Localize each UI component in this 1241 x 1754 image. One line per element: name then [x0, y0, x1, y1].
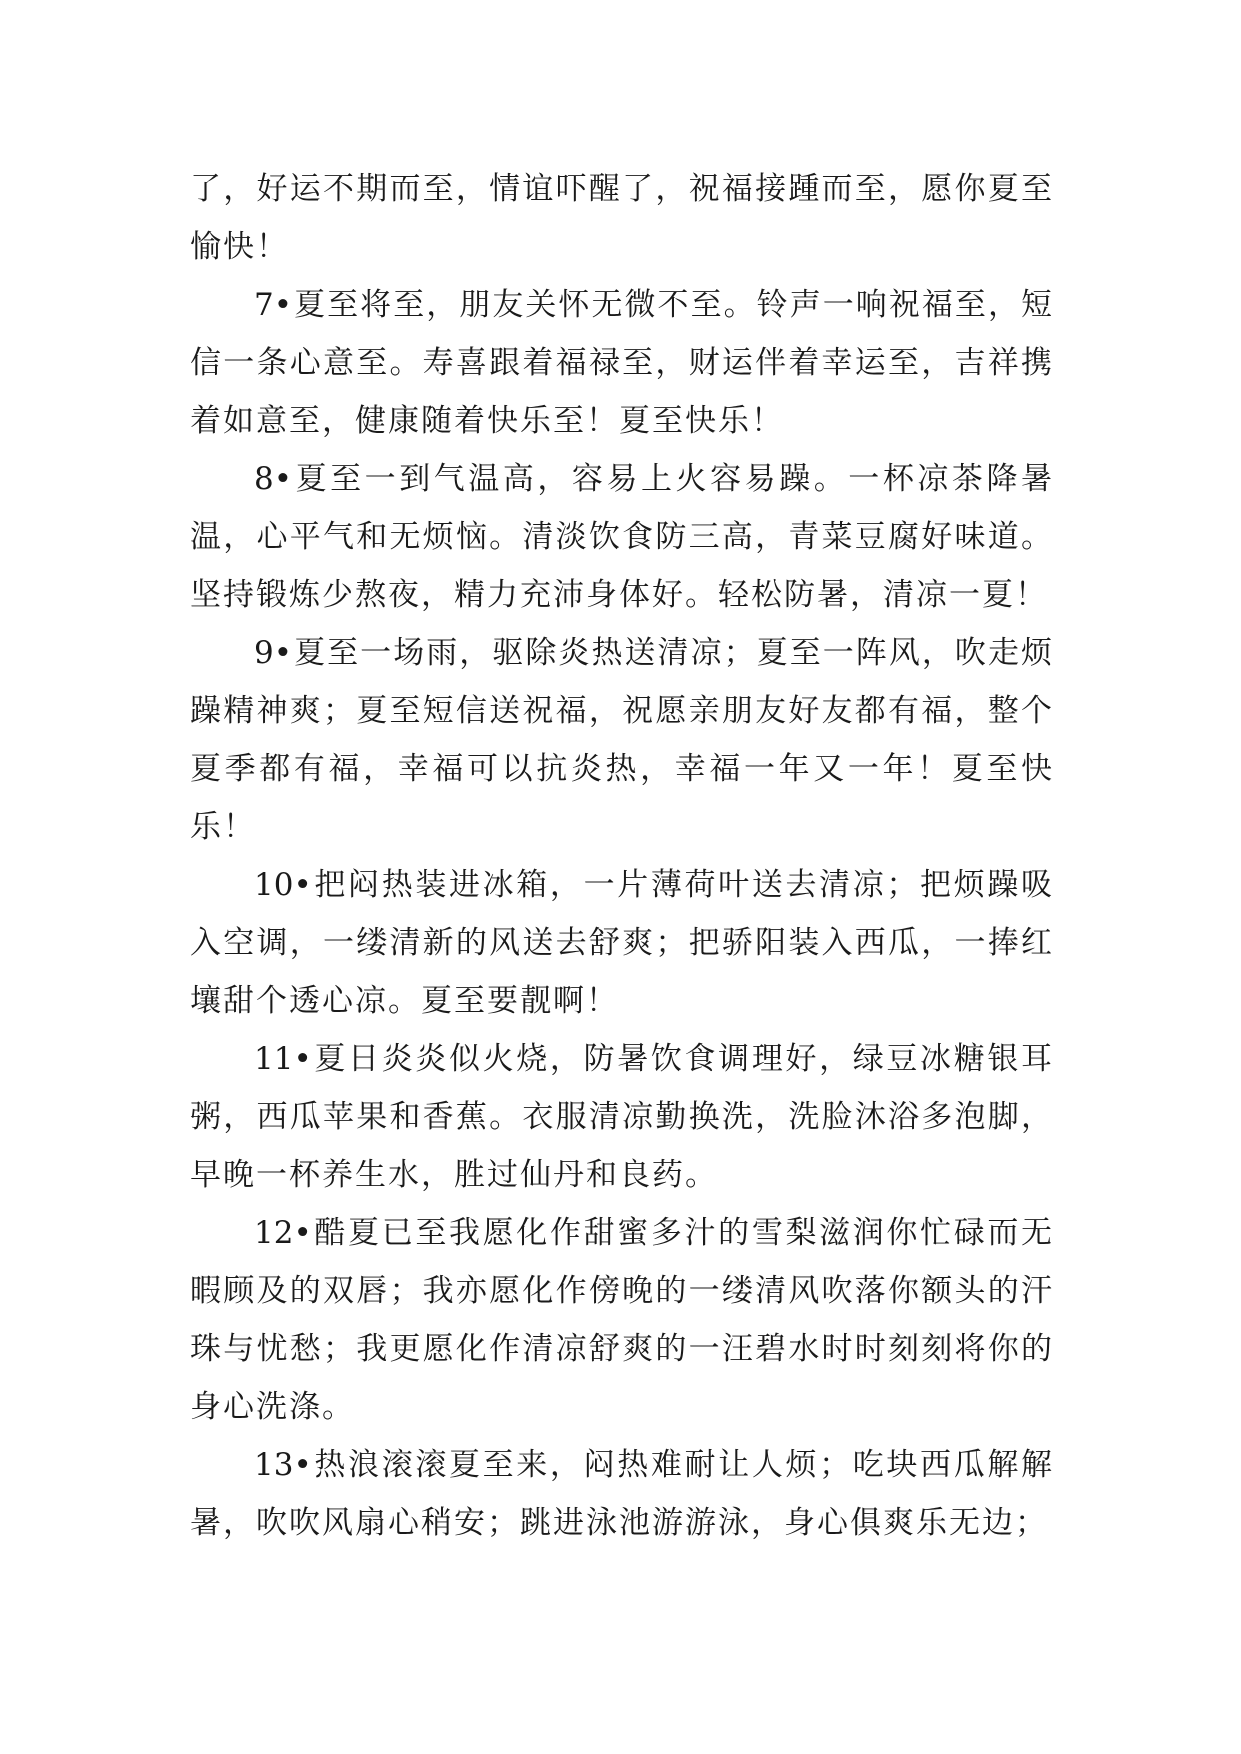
- paragraph-text: 夏至一到气温高，容易上火容易躁。一杯凉茶降暑温，心平气和无烦恼。清淡饮食防三高，青菜豆腐好味道。坚持锻炼少熬夜，精力充沛身体好。轻松防暑，清凉一夏！: [190, 461, 1054, 613]
- item-separator: •: [293, 1215, 314, 1251]
- item-separator: •: [293, 1041, 314, 1077]
- list-item-7: [190, 276, 1054, 450]
- item-number: 9: [254, 635, 274, 671]
- paragraph-text: 酷夏已至我愿化作甜蜜多汁的雪梨滋润你忙碌而无暇顾及的双唇；我亦愿化作傍晚的一缕清风吹落你额头的汗珠与忧愁；我更愿化作清凉舒爽的一汪碧水时时刻刻将你的身心洗涤。: [190, 1215, 1054, 1425]
- list-item-10: [190, 856, 1054, 1030]
- list-item-8: [190, 450, 1054, 624]
- item-separator: •: [293, 867, 314, 903]
- list-item-11: [190, 1030, 1054, 1204]
- item-number: 7: [254, 287, 274, 323]
- document-body: [190, 160, 1054, 1552]
- item-number: 10: [254, 867, 294, 903]
- paragraph-text: 把闷热装进冰箱，一片薄荷叶送去清凉；把烦躁吸入空调，一缕清新的风送去舒爽；把骄阳装入西瓜，一捧红壤甜个透心凉。夏至要靓啊！: [190, 867, 1054, 1019]
- item-separator: •: [293, 1447, 314, 1483]
- item-number: 8: [254, 461, 274, 497]
- item-separator: •: [273, 287, 295, 323]
- item-number: 13: [254, 1447, 294, 1483]
- paragraph-text: 夏至将至，朋友关怀无微不至。铃声一响祝福至，短信一条心意至。寿喜跟着福禄至，财运伴着幸运至，吉祥携着如意至，健康随着快乐至！夏至快乐！: [190, 287, 1054, 439]
- paragraph-text: 夏至一场雨，驱除炎热送清凉；夏至一阵风，吹走烦躁精神爽；夏至短信送祝福，祝愿亲朋友好友都有福，整个夏季都有福，幸福可以抗炎热，幸福一年又一年！夏至快乐！: [190, 635, 1054, 845]
- paragraph-text: 夏日炎炎似火烧，防暑饮食调理好，绿豆冰糖银耳粥，西瓜苹果和香蕉。衣服清凉勤换洗，洗脸沐浴多泡脚，早晚一杯养生水，胜过仙丹和良药。: [190, 1041, 1054, 1193]
- item-number: 12: [254, 1215, 294, 1251]
- list-item-13: [190, 1436, 1054, 1552]
- paragraph-text: 热浪滚滚夏至来，闷热难耐让人烦；吃块西瓜解解暑，吹吹风扇心稍安；跳进泳池游游泳，身心俱爽乐无边；: [190, 1447, 1054, 1541]
- paragraph-continuation: [190, 160, 1054, 276]
- item-separator: •: [273, 635, 295, 671]
- list-item-12: [190, 1204, 1054, 1436]
- paragraph-text: 了，好运不期而至，情谊吓醒了，祝福接踵而至，愿你夏至愉快！: [190, 171, 1054, 265]
- item-separator: •: [273, 461, 295, 497]
- item-number: 11: [254, 1041, 294, 1077]
- list-item-9: [190, 624, 1054, 856]
